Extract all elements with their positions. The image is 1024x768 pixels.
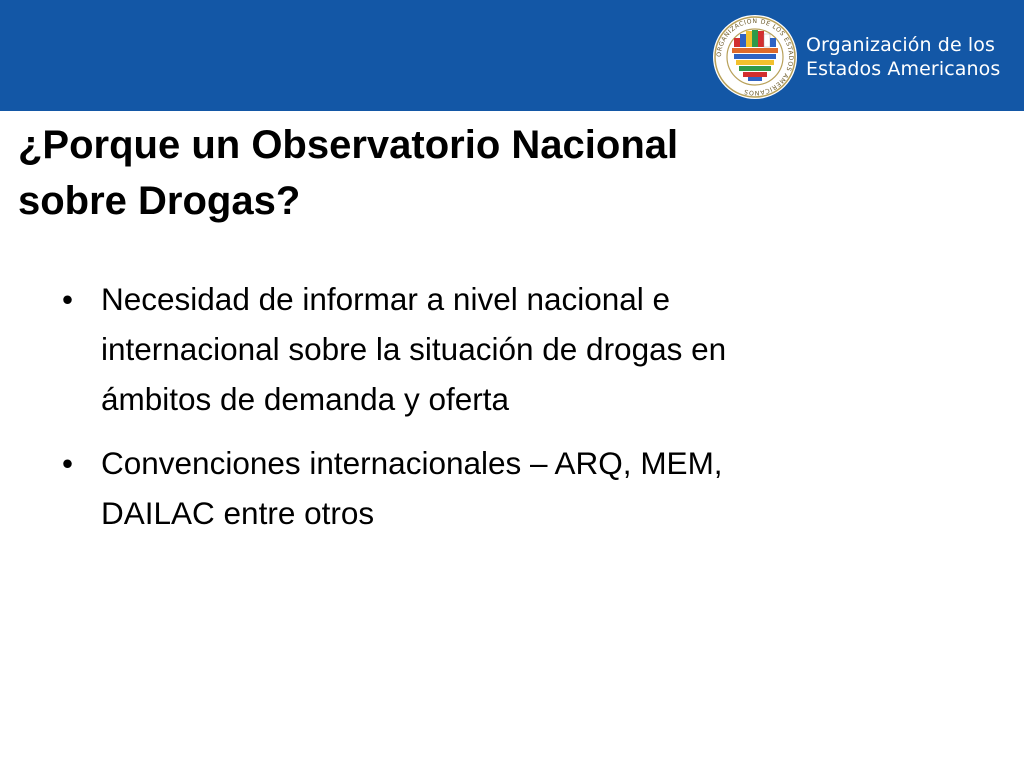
slide-title-line: sobre Drogas? xyxy=(18,179,301,223)
bullet-text-line: ámbitos de demanda y oferta xyxy=(101,381,509,417)
bullet-icon: • xyxy=(62,445,74,481)
organization-name-line: Organización de los xyxy=(806,34,995,56)
bullet-text-line: Convenciones internacionales – ARQ, MEM, xyxy=(101,445,723,481)
slide-title-line: ¿Porque un Observatorio Nacional xyxy=(18,123,679,167)
oas-seal-icon xyxy=(712,14,798,100)
organization-name-line: Estados Americanos xyxy=(806,58,1001,80)
svg-text:ORGANIZACION DE LOS ESTADOS AM: ORGANIZACION DE LOS ESTADOS AMERICANOS xyxy=(715,17,795,97)
bullet-icon: • xyxy=(62,281,74,317)
bullet-text-line: DAILAC entre otros xyxy=(101,495,375,531)
header-band xyxy=(0,0,1024,111)
bullet-list xyxy=(62,274,962,552)
bullet-item xyxy=(62,274,962,424)
bullet-text-line: internacional sobre la situación de drogas en xyxy=(101,331,727,367)
bullet-text-line: Necesidad de informar a nivel nacional e xyxy=(101,281,671,317)
slide-title xyxy=(18,117,838,229)
organization-name xyxy=(806,33,1000,81)
bullet-item xyxy=(62,438,962,538)
